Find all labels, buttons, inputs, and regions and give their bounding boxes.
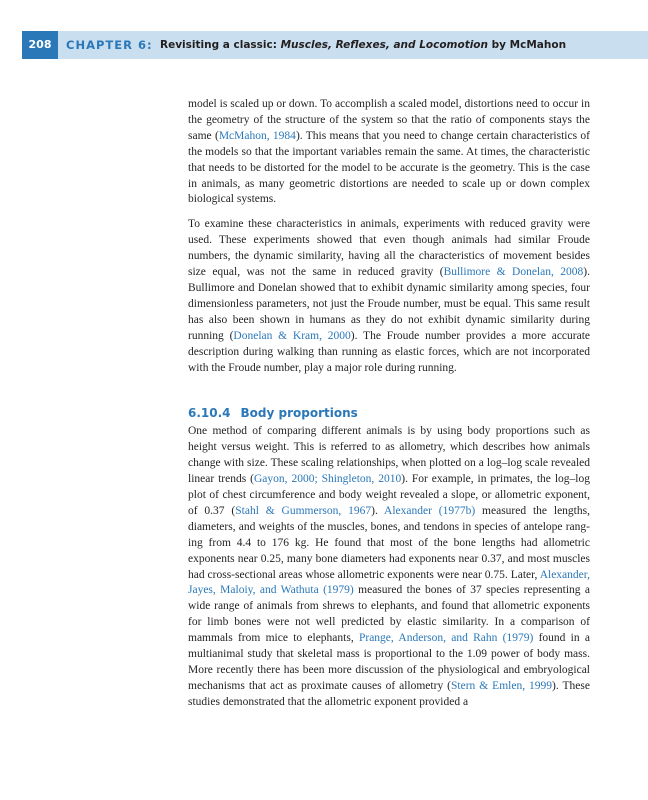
text-run: ). The Froude number provides a more accurate description during walking than running as elastic forces, which are not incorporated with the Froude number, play a major role during running. bbox=[188, 329, 591, 374]
chapter-title-prefix: Revisiting a classic: bbox=[160, 39, 281, 51]
citation-link[interactable]: Stern & Emlen, 1999 bbox=[451, 679, 553, 692]
text-run: ). These studies demonstrated that the allometric exponent provided a bbox=[188, 679, 590, 708]
citation-link[interactable]: McMahon, 1984 bbox=[218, 129, 296, 142]
citation-link[interactable]: Gayon, 2000; Shingleton, 2010 bbox=[253, 473, 402, 486]
citation-link[interactable]: Prange, Anderson, and Rahn (1979) bbox=[358, 632, 534, 645]
text-run: ). For example, in primates, the log–log plot of chest circumference and body weight revealed a slope, or allometric exponent, of 0.37 ( bbox=[188, 473, 590, 517]
section-title: Body proportions bbox=[240, 406, 358, 421]
body-text bbox=[188, 97, 590, 711]
paragraph-scaled-model bbox=[188, 97, 590, 208]
text-run: model is scaled up or down. To accomplish a scaled model, distortions need to occur in the geometry of the structure of the system so that the ratio of components stays the same ( bbox=[188, 98, 590, 142]
text-run: To examine these characteristics in animals, experiments with reduced gravity were used. These experiments showed that even though animals had similar Froude numbers, the dynamic similarity, having all the characteristics of movement besides size equal, was not the same in reduced gravity ( bbox=[188, 218, 590, 279]
chapter-label: CHAPTER 6: bbox=[66, 38, 153, 52]
text-run: One method of comparing different animals is by using body proportions such as height versus weight. This is referred to as allometry, which describes how animals change with size. These scaling relationships, when plotted on a log–log scale revealed linear trends ( bbox=[188, 425, 590, 486]
text-run: found in a multianimal study that skeletal mass is proportional to the 1.09 power of body mass. More recently there has been more discussion of the physiological and embryological mechanisms that act as proximate causes of allometry ( bbox=[188, 632, 590, 692]
citation-link[interactable]: Alexander (1977b) bbox=[384, 504, 476, 517]
chapter-title bbox=[160, 31, 566, 59]
paragraph-body-proportions bbox=[188, 424, 590, 710]
chapter-title-book: Muscles, Reflexes, and Locomotion bbox=[280, 39, 488, 51]
citation-link[interactable]: Alexander, Jayes, Maloiy, and Wathuta (1979) bbox=[188, 568, 590, 597]
text-run: ). bbox=[371, 504, 385, 517]
section-heading bbox=[188, 404, 590, 422]
citation-link[interactable]: Donelan & Kram, 2000 bbox=[233, 329, 351, 342]
running-head bbox=[22, 31, 648, 59]
citation-link[interactable]: Stahl & Gummerson, 1967 bbox=[235, 504, 372, 517]
section-number: 6.10.4 bbox=[188, 406, 231, 421]
citation-link[interactable]: Bullimore & Donelan, 2008 bbox=[443, 266, 584, 279]
page-number: 208 bbox=[22, 31, 58, 59]
paragraph-reduced-gravity bbox=[188, 217, 590, 376]
text-run: measured the bones of 37 species representing a wide range of animals from shrews to elephants, and found that allometric exponents for limb bones were not well predicted by elastic similarity. In a comparison of mammals from mice to elephants, bbox=[188, 584, 590, 645]
text-run: ). This means that you need to change certain characteristics of the models so that the important variables remain the same. At times, the characteristic that needs to be distorted for the model to be accurate is the geometry. This is the case in animals, as many geometric distortions are needed to scale up or down complex biological systems. bbox=[188, 129, 590, 206]
text-run: ). Bullimore and Donelan showed that to exhibit dynamic similarity among species, four dimensionless parameters, not just the Froude number, must be equal. This same result has also been shown in humans as they do not exhibit dynamic similarity during running ( bbox=[188, 266, 590, 342]
chapter-title-suffix: by McMahon bbox=[488, 39, 567, 51]
text-run: measured the lengths, diameters, and weights of the muscles, bones, and tendons in species of antelope ranging from 4.4 to 176 kg. He found that most of the bone lengths had allometric exponents near 0.25, many bone diameters had exponents near 0.37, and most muscles had cross-sectional areas whose allometric exponents were near 0.75. Later, bbox=[188, 504, 590, 581]
